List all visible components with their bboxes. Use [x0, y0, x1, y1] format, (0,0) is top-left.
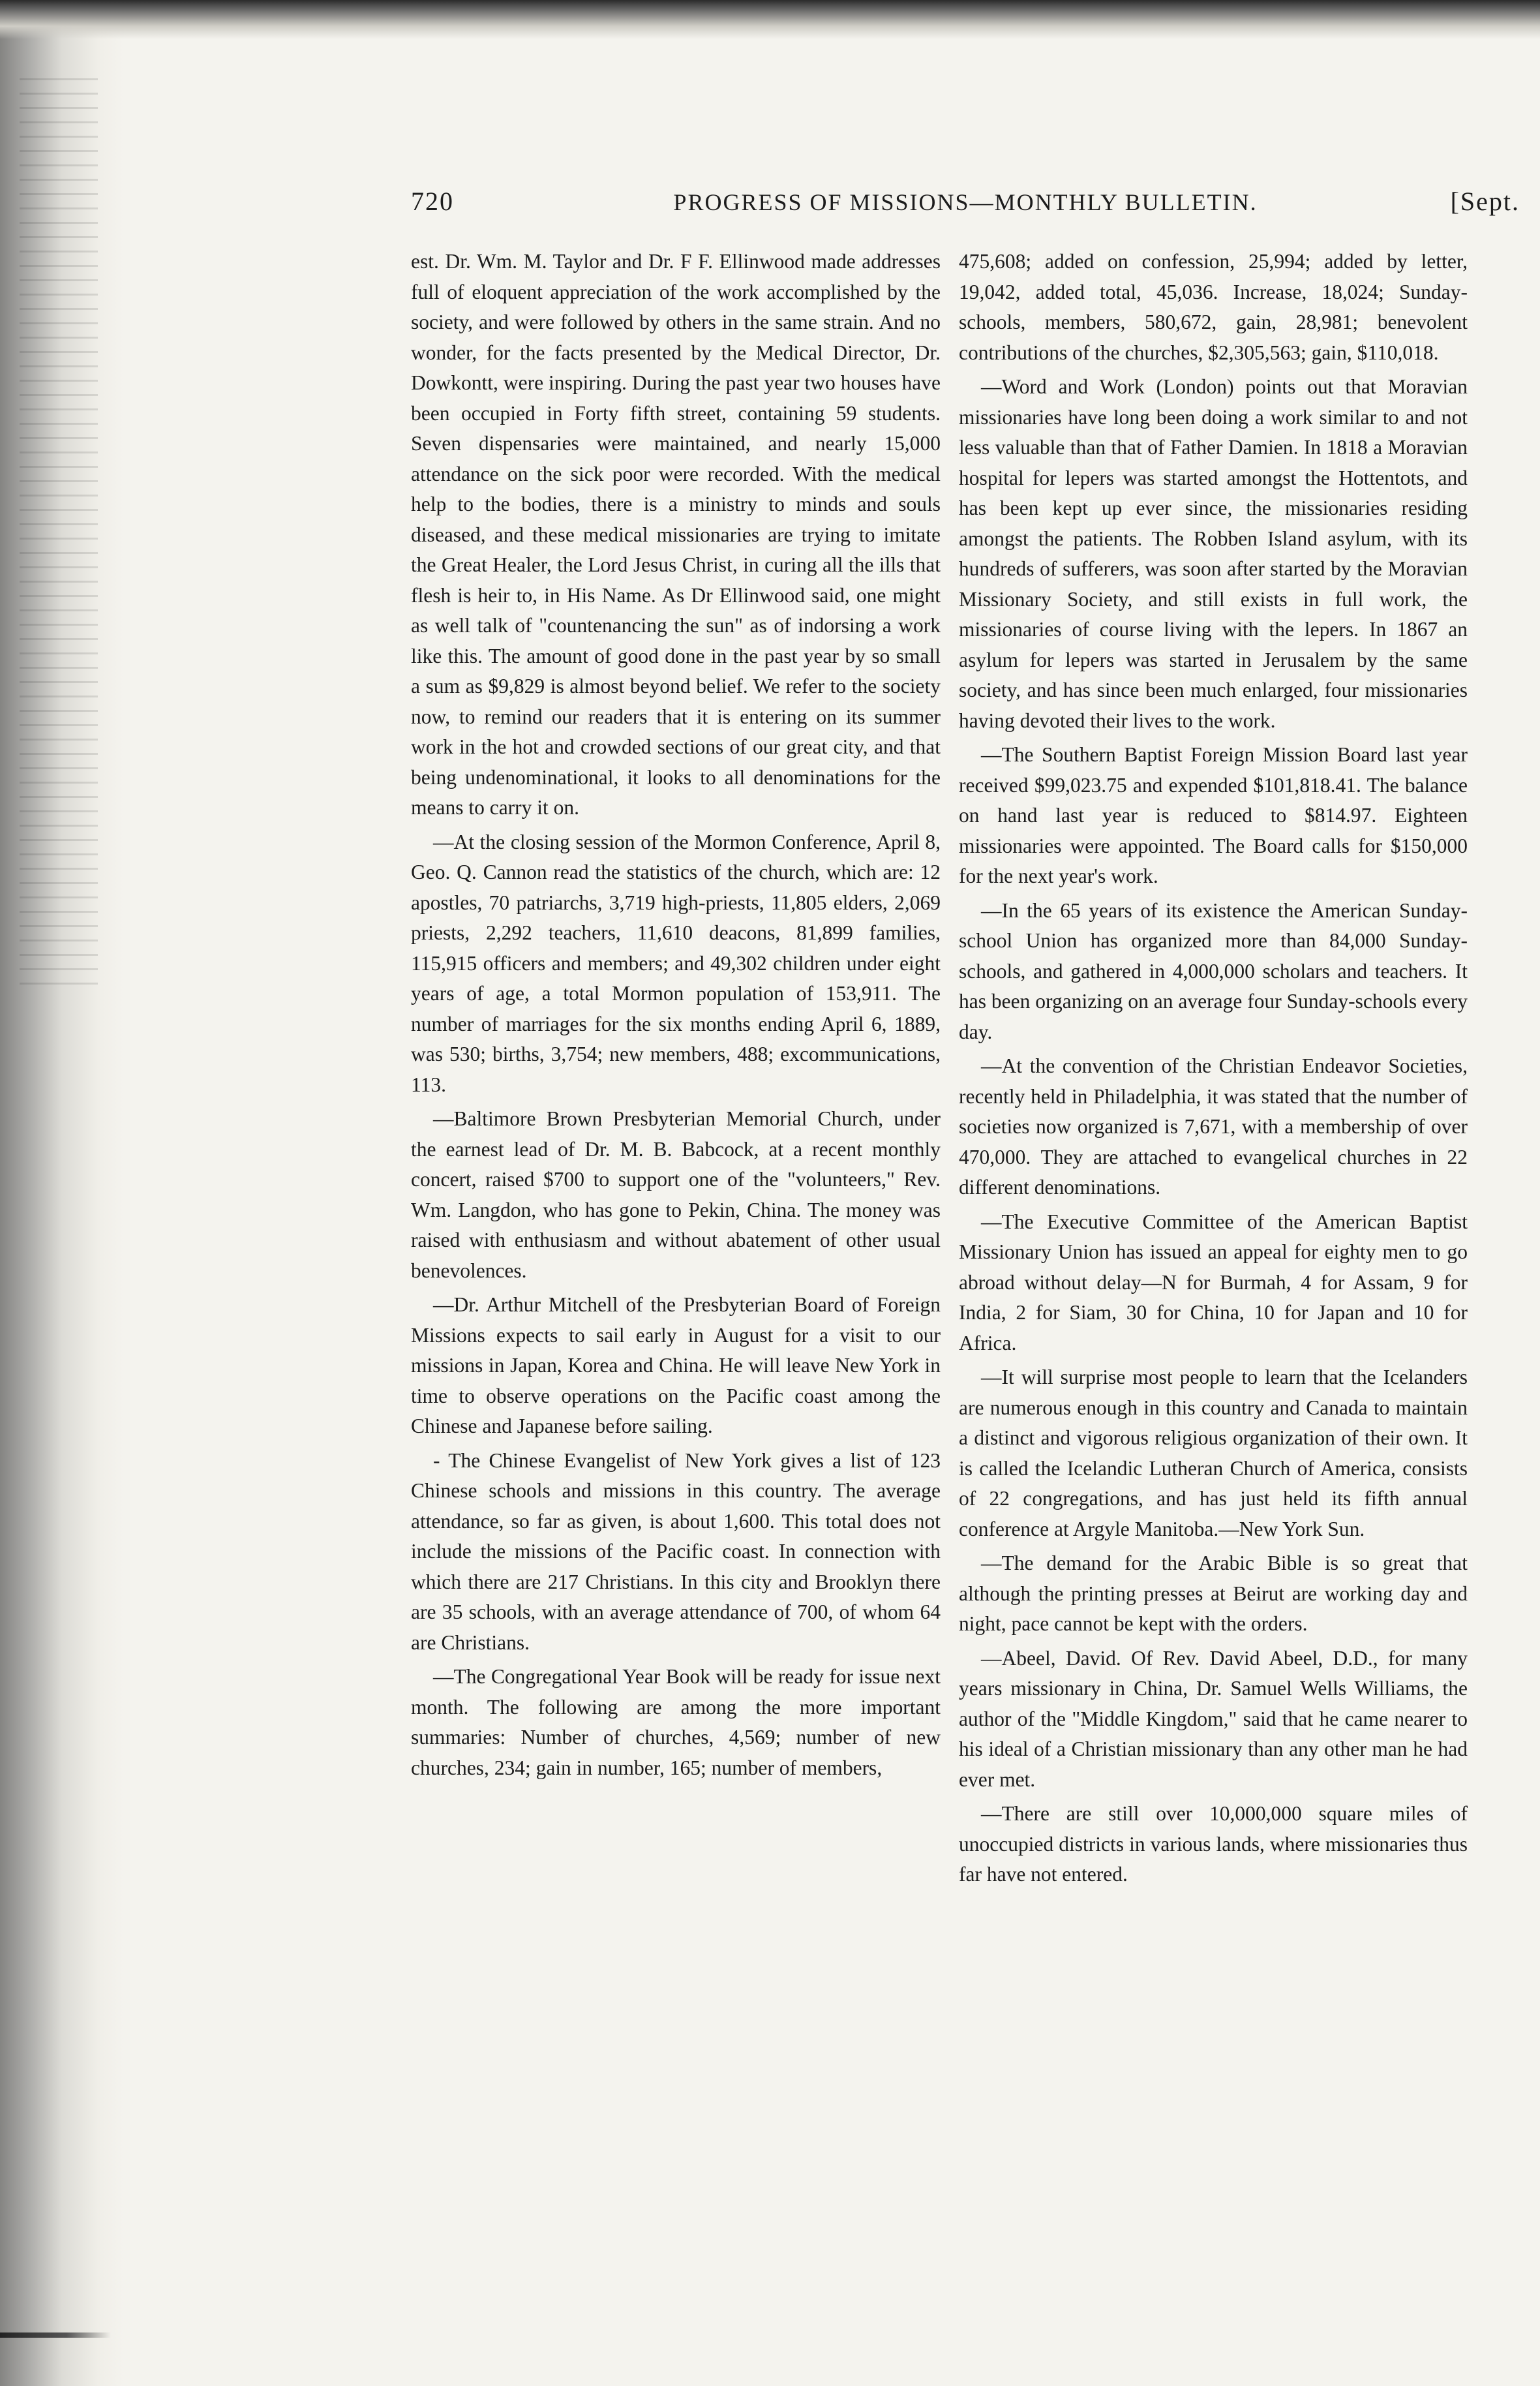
paragraph: —It will surprise most people to learn that the Icelanders are numerous enough in this country and Canada to maintain a distinct and vigorous religious organization of their own. It is called the Icelandic Lutheran Church of America, consists of 22 congregations, and has just held its fifth annual conference at Argyle Manitoba.—New York Sun. — [959, 1366, 1468, 1540]
paragraph: —The demand for the Arabic Bible is so great that although the printing presses at Beirut are working day and night, pace cannot be kept with the orders. — [959, 1552, 1468, 1635]
paragraph: —Dr. Arthur Mitchell of the Presbyterian Board of Foreign Missions expects to sail early in August for a visit to our missions in Japan, Korea and China. He will leave New York in time to observe operations on the Pacific coast among the Chinese and Japanese before sailing. — [411, 1293, 941, 1437]
paragraph: 475,608; added on confession, 25,994; added by letter, 19,042, added total, 45,036. Increase, 18,024; Sunday-schools, members, 580,672, gain, 28,981; benevolent contributions of the churches, $2,305,563; gain, $110,018. — [959, 250, 1468, 364]
paragraph: —The Executive Committee of the American Baptist Missionary Union has issued an appeal for eighty men to go abroad without delay—N for Burmah, 4 for Assam, 9 for India, 2 for Siam, 30 for China, 10 for Japan and 10 for Africa. — [959, 1210, 1468, 1354]
paragraph: —The Congregational Year Book will be ready for issue next month. The following are among the more important summaries: Number of churches, 4,569; number of new churches, 234; gain in number, 165; number of members, — [411, 1665, 941, 1779]
paragraph: —There are still over 10,000,000 square miles of unoccupied districts in various lands, where missionaries thus far have not entered. — [959, 1802, 1468, 1886]
running-title: PROGRESS OF MISSIONS—MONTHLY BULLETIN. — [673, 189, 1258, 215]
paragraph: - The Chinese Evangelist of New York gives a list of 123 Chinese schools and missions in this country. The average attendance, so far as given, is about 1,600. This total does not include the missions of the Pacific coast. In connection with which there are 217 Christians. In this city and Brooklyn there are 35 schools, with an average attendance of 700, of whom 64 are Christians. — [411, 1448, 941, 1654]
page-number: 720 — [411, 187, 454, 216]
left-column — [411, 247, 941, 1787]
scan-mark — [0, 2332, 111, 2338]
paragraph: —Abeel, David. Of Rev. David Abeel, D.D., for many years missionary in China, Dr. Samuel Wells Williams, the author of the "Middle Kingdom," said that he came nearer to his ideal of a Christian missionary than any other man he had ever met. — [959, 1646, 1468, 1791]
paragraph: est. Dr. Wm. M. Taylor and Dr. F F. Ellinwood made addresses full of eloquent appreciation of the work accomplished by the society, and were followed by others in the same strain. And no wonder, for the facts presented by the Medical Director, Dr. Dowkontt, were inspiring. During the past year two houses have been occupied in Forty fifth street, containing 59 students. Seven dispensaries were maintained, and nearly 15,000 attendance on the sick poor were recorded. With the medical help to the bodies, there is a ministry to minds and souls diseased, and these medical missionaries are trying to imitate the Great Healer, the Lord Jesus Christ, in curing all the ills that flesh is heir to, in His Name. As Dr Ellinwood said, one might as well talk of "countenancing the sun" as of indorsing a work like this. The amount of good done in the past year by so small a sum as $9,829 is almost beyond belief. We refer to the society now, to remind our readers that it is entering on its summer work in the hot and crowded sections of our great city, and that being undenominational, it looks to all denominations for the means to carry it on. — [411, 250, 941, 819]
paragraph: —Baltimore Brown Presbyterian Memorial Church, under the earnest lead of Dr. M. B. Babcock, at a recent monthly concert, raised $700 to support one of the "volunteers," Rev. Wm. Langdon, who has gone to Pekin, China. The money was raised with enthusiasm and without abatement of other usual benevolences. — [411, 1107, 941, 1282]
paragraph: —The Southern Baptist Foreign Mission Board last year received $99,023.75 and expended $101,818.41. The balance on hand last year is reduced to $814.97. Eighteen missionaries were appointed. The Board calls for $150,000 for the next year's work. — [959, 743, 1468, 887]
paragraph: —Word and Work (London) points out that Moravian missionaries have long been doing a work similar to and not less valuable than that of Father Damien. In 1818 a Moravian hospital for lepers was started amongst the Hottentots, and has been kept up ever since, the missionaries residing amongst the patients. The Robben Island asylum, with its hundreds of sufferers, was soon after started by the Moravian Missionary Society, and still exists in full work, the missionaries of course living with the lepers. In 1867 an asylum for lepers was started in Jerusalem by the same society, and has since been much enlarged, four missionaries having devoted their lives to the work. — [959, 375, 1468, 732]
paragraph: —At the convention of the Christian Endeavor Societies, recently held in Philadelphia, it was stated that the number of societies now organized is 7,671, with a membership of over 470,000. They are attached to evangelical churches in 22 different denominations. — [959, 1054, 1468, 1199]
running-header — [411, 186, 1520, 225]
page-top-edge — [0, 0, 1540, 39]
paragraph: —At the closing session of the Mormon Conference, April 8, Geo. Q. Cannon read the statistics of the church, which are: 12 apostles, 70 patriarchs, 3,719 high-priests, 11,805 elders, 2,069 priests, 2,292 teachers, 11,610 deacons, 81,899 families, 115,915 officers and members; and 49,302 children under eight years of age, a total Mormon population of 153,911. The number of marriages for the six months ending April 6, 1889, was 530; births, 3,754; new members, 488; excommunications, 113. — [411, 830, 941, 1096]
header-month: [Sept. — [1450, 187, 1520, 216]
right-column — [959, 247, 1468, 1894]
paragraph: —In the 65 years of its existence the American Sunday-school Union has organized more than 84,000 Sunday-schools, and gathered in 4,000,000 scholars and teachers. It has been organizing on an average four Sunday-schools every day. — [959, 898, 1468, 1043]
scan-noise — [20, 78, 98, 992]
